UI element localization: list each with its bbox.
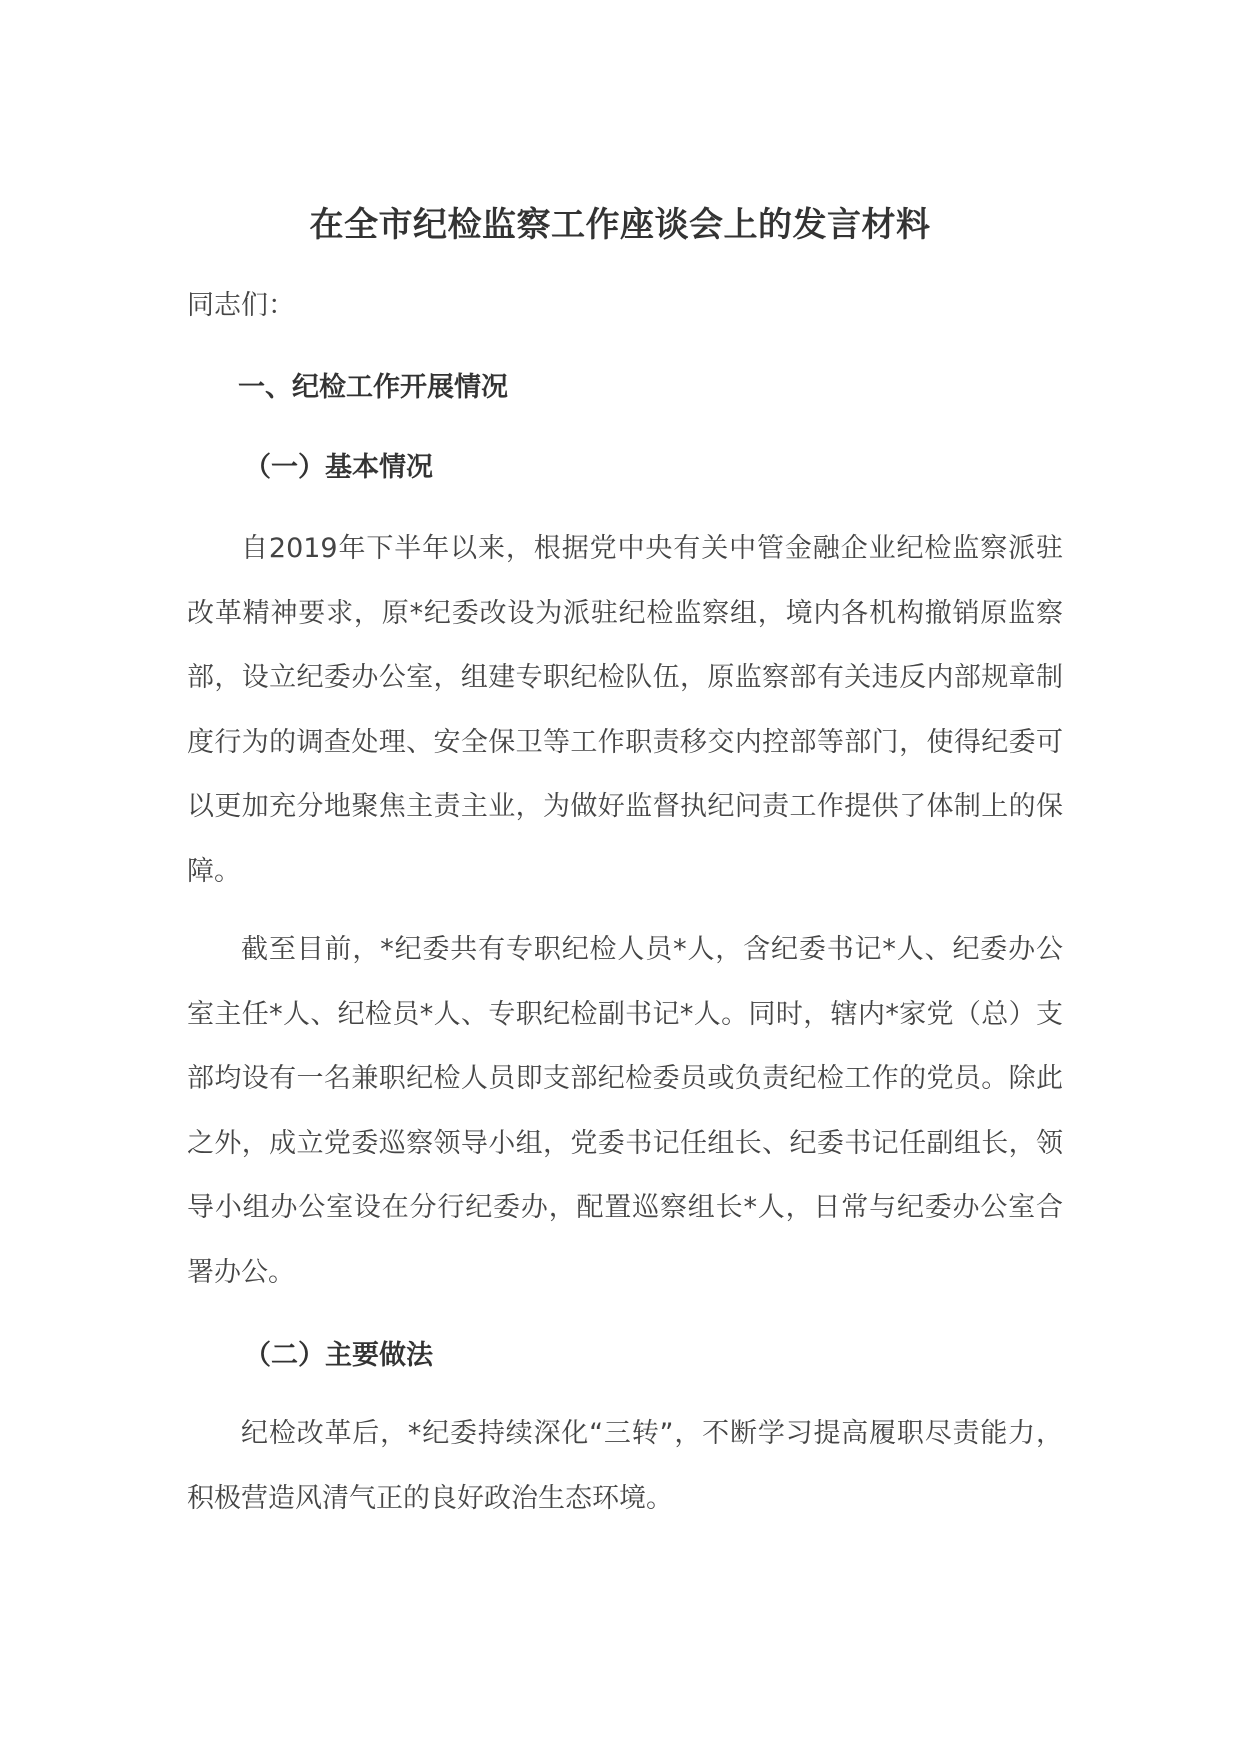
document-title: 在全市纪检监察工作座谈会上的发言材料 xyxy=(309,205,931,245)
paragraph-staffing: 截至目前，*纪委共有专职纪检人员*人，含纪委书记*人、纪委办公室主任*人、纪检员*人、专职纪检副书记*人。同时，辖内*家党（总）支部均设有一名兼职纪检人员即支部纪检委员或负责纪检工作的党员。除此之外，成立党委巡察领导小组，党委书记任组长、纪委书记任副组长，领导小组办公室设在分行纪委办，配置巡察组长*人，日常与纪委办公室合署办公。 xyxy=(187,934,1063,1288)
subsection-heading-main-practices: （二）主要做法 xyxy=(244,1340,433,1371)
paragraph-reform-background: 自2019年下半年以来，根据党中央有关中管金融企业纪检监察派驻改革精神要求，原*纪委改设为派驻纪检监察组，境内各机构撤销原监察部，设立纪委办公室，组建专职纪检队伍，原监察部有关违反内部规章制度行为的调查处理、安全保卫等工作职责移交内控部等部门，使得纪委可以更加充分地聚焦主责主业，为做好监督执纪问责工作提供了体制上的保障。 xyxy=(187,533,1063,887)
paragraph-main-practices: 纪检改革后，*纪委持续深化“三转”，不断学习提高履职尽责能力，积极营造风清气正的良好政治生态环境。 xyxy=(187,1418,1063,1514)
subsection-heading-basic-situation: （一）基本情况 xyxy=(244,452,433,483)
section-heading-1: 一、纪检工作开展情况 xyxy=(238,372,508,403)
salutation: 同志们： xyxy=(187,290,295,321)
